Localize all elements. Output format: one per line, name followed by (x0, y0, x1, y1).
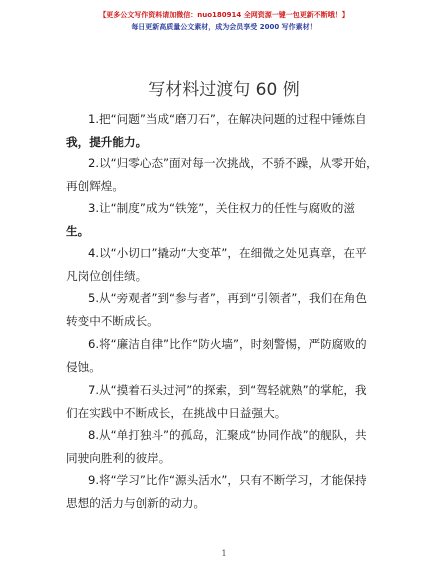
list-item (66, 333, 384, 379)
list-item (66, 424, 384, 470)
item-line-2: 转变中不断成长。 (66, 314, 159, 328)
item-line-2 (66, 220, 384, 243)
promo-banner-blue: 每日更新高质量公文素材，成为会员享受 2000 写作素材！ (131, 23, 317, 31)
item-line-2: 们在实践中不断成长，在挑战中日益强大。 (66, 406, 287, 420)
list-item (66, 108, 384, 154)
list-item (66, 287, 384, 333)
item-line-2 (66, 131, 384, 154)
list-item (66, 242, 384, 288)
item-line-2: 思想的活力与创新的动力。 (66, 496, 206, 510)
page-number: 1 (221, 549, 227, 558)
item-line-2: 再创辉煌。 (66, 179, 124, 193)
item-bold-text: 我， (66, 135, 90, 149)
promo-banner-red: 【更多公文写作资料请加微信：nuo180914 全网资源一键一包更新不断哦！】 (99, 11, 349, 19)
item-line-1: 1.把“问题”当成“磨刀石”，在解决问题的过程中锤炼自 (88, 112, 367, 126)
item-bold-text: 提升能力。 (89, 135, 148, 149)
page-title: 写材料过渡句 60 例 (148, 80, 300, 100)
item-line-1: 3.让“制度”成为“铁笼”，关住权力的任性与腐败的滋 (88, 201, 355, 215)
item-line-1: 6.将“廉洁自律”比作“防火墙”，时刻警惕，严防腐败的 (88, 337, 367, 351)
list-item (66, 197, 384, 243)
item-line-1: 2.以“归零心态”面对每一次挑战，不骄不躁，从零开始， (88, 156, 378, 170)
list-item (66, 152, 384, 198)
item-line-1: 7.从“摸着石头过河”的探索，到“驾轻就熟”的掌舵，我 (88, 383, 367, 397)
item-line-1: 5.从“旁观者”到“参与者”，再到“引领者”，我们在角色 (88, 291, 367, 305)
item-line-2: 凡岗位创佳绩。 (66, 269, 148, 283)
item-line-2: 同驶向胜利的彼岸。 (66, 451, 171, 465)
item-line-1: 8.从“单打独斗”的孤岛，汇聚成“协同作战”的舰队，共 (88, 428, 367, 442)
list-item (66, 379, 384, 425)
item-line-1: 4.以“小切口”撬动“大变革”，在细微之处见真章，在平 (88, 246, 367, 260)
item-line-2: 侵蚀。 (66, 360, 101, 374)
list-item (66, 469, 384, 515)
item-bold-text: 生。 (66, 224, 90, 238)
item-line-1: 9.将“学习”比作“源头活水”，只有不断学习，才能保持 (88, 473, 367, 487)
